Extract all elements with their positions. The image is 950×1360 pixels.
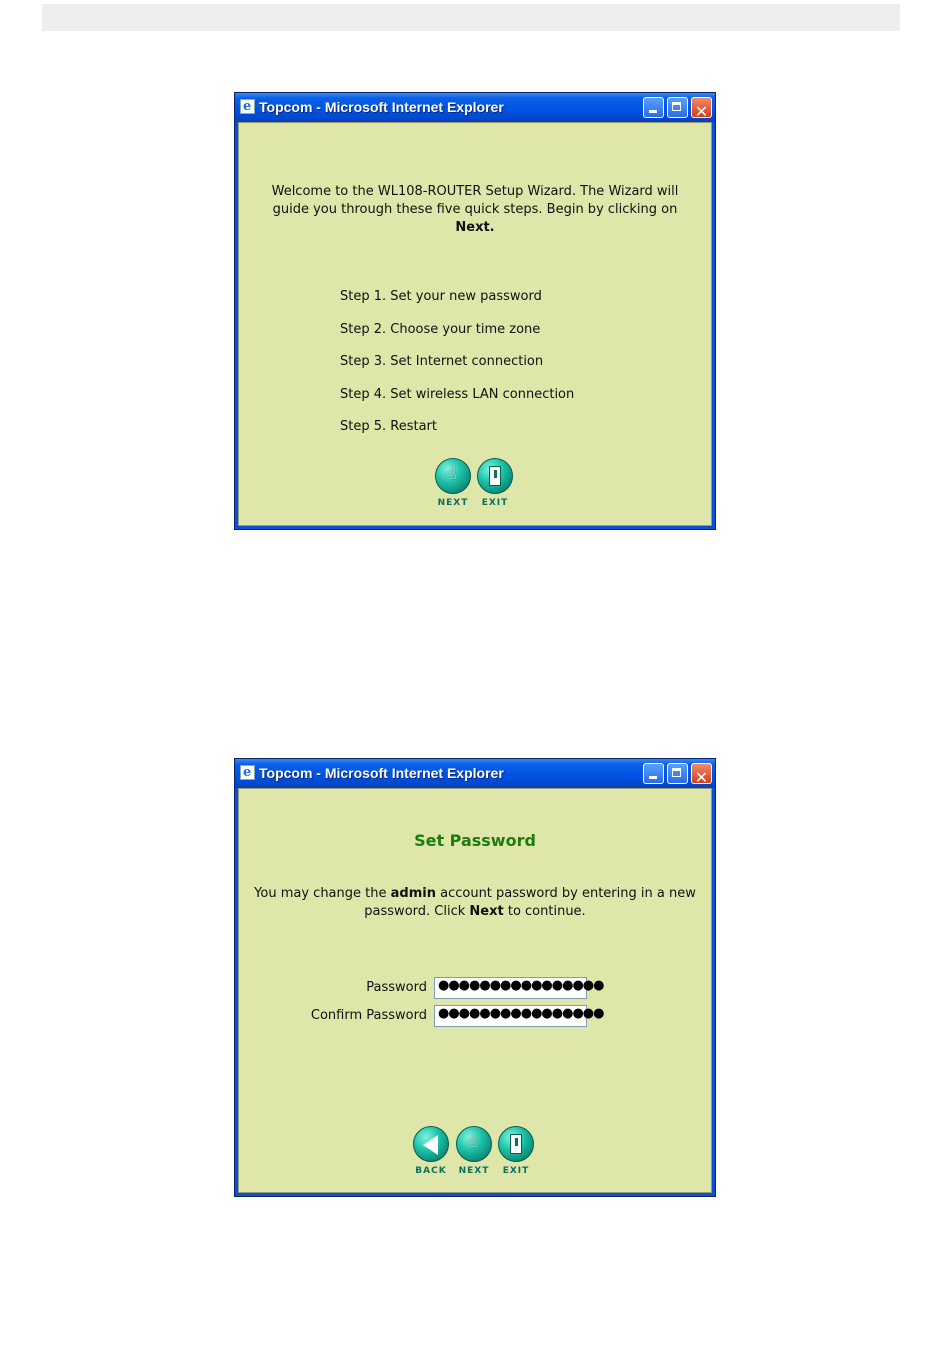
window-title: Topcom - Microsoft Internet Explorer: [259, 765, 504, 781]
next-button[interactable]: [454, 1126, 494, 1176]
desc-admin: admin: [390, 886, 436, 901]
list-item: Step 4. Set wireless LAN connection: [340, 386, 575, 402]
close-icon: ✕: [694, 768, 709, 787]
minimize-icon: [649, 110, 657, 113]
wizard-content: [238, 122, 712, 526]
list-item: Step 5. Restart: [340, 419, 437, 434]
desc-text-1: You may change the: [254, 886, 387, 901]
confirm-password-label: Confirm Password: [310, 1008, 427, 1023]
desc-text-3: to continue.: [507, 904, 586, 919]
wizard-content: [238, 788, 712, 1193]
list-item: Step 1. Set your new password: [340, 289, 542, 304]
exit-button[interactable]: [496, 1126, 536, 1176]
exit-door-icon: [510, 1134, 522, 1154]
back-arrow-icon: [423, 1135, 438, 1155]
page-title: Set Password: [414, 831, 536, 850]
confirm-password-field[interactable]: ●●●●●●●●●●●●●●●●: [434, 1005, 587, 1027]
list-item: Step 3. Set Internet connection: [340, 354, 544, 369]
exit-button-label: EXIT: [481, 498, 509, 508]
hand-pointer-icon: ☝: [467, 1131, 478, 1152]
ie-icon: [240, 99, 255, 114]
next-button-label: NEXT: [437, 498, 469, 508]
minimize-button[interactable]: [643, 763, 664, 784]
desc-next: Next: [469, 904, 504, 919]
close-button[interactable]: [691, 763, 712, 787]
next-button-label: NEXT: [458, 1166, 490, 1176]
welcome-text: [253, 183, 697, 237]
back-button-label: BACK: [415, 1166, 447, 1176]
window-titlebar[interactable]: [235, 759, 715, 788]
desc-text-2: account password by entering in a new password. Click: [364, 886, 696, 919]
close-button[interactable]: [691, 97, 712, 121]
close-icon: ✕: [694, 102, 709, 121]
password-field[interactable]: ●●●●●●●●●●●●●●●●: [434, 977, 587, 999]
exit-button-label: EXIT: [502, 1166, 530, 1176]
window-title: Topcom - Microsoft Internet Explorer: [259, 99, 504, 115]
page-header-bar: [42, 4, 900, 31]
minimize-icon: [649, 776, 657, 779]
exit-door-icon: [489, 466, 501, 486]
window-titlebar[interactable]: [235, 93, 715, 122]
maximize-icon: [672, 102, 681, 111]
list-item: Step 2. Choose your time zone: [340, 321, 541, 337]
exit-button[interactable]: [475, 458, 515, 508]
minimize-button[interactable]: [643, 97, 664, 118]
password-description: [253, 885, 697, 921]
ie-window-set-password: [234, 758, 716, 1197]
maximize-icon: [672, 768, 681, 777]
back-button[interactable]: [411, 1126, 451, 1176]
ie-icon: [240, 765, 255, 780]
maximize-button[interactable]: [667, 763, 688, 784]
ie-window-welcome: [234, 92, 716, 530]
maximize-button[interactable]: [667, 97, 688, 118]
password-label: Password: [366, 980, 427, 995]
welcome-text-next: Next.: [455, 220, 495, 235]
steps-list: [340, 288, 574, 451]
next-button[interactable]: [433, 458, 473, 508]
welcome-text-body: Welcome to the WL108-ROUTER Setup Wizard. The Wizard will guide you through these five quick steps. Begin by clicking on: [271, 184, 679, 217]
hand-pointer-icon: ☝: [446, 463, 457, 484]
